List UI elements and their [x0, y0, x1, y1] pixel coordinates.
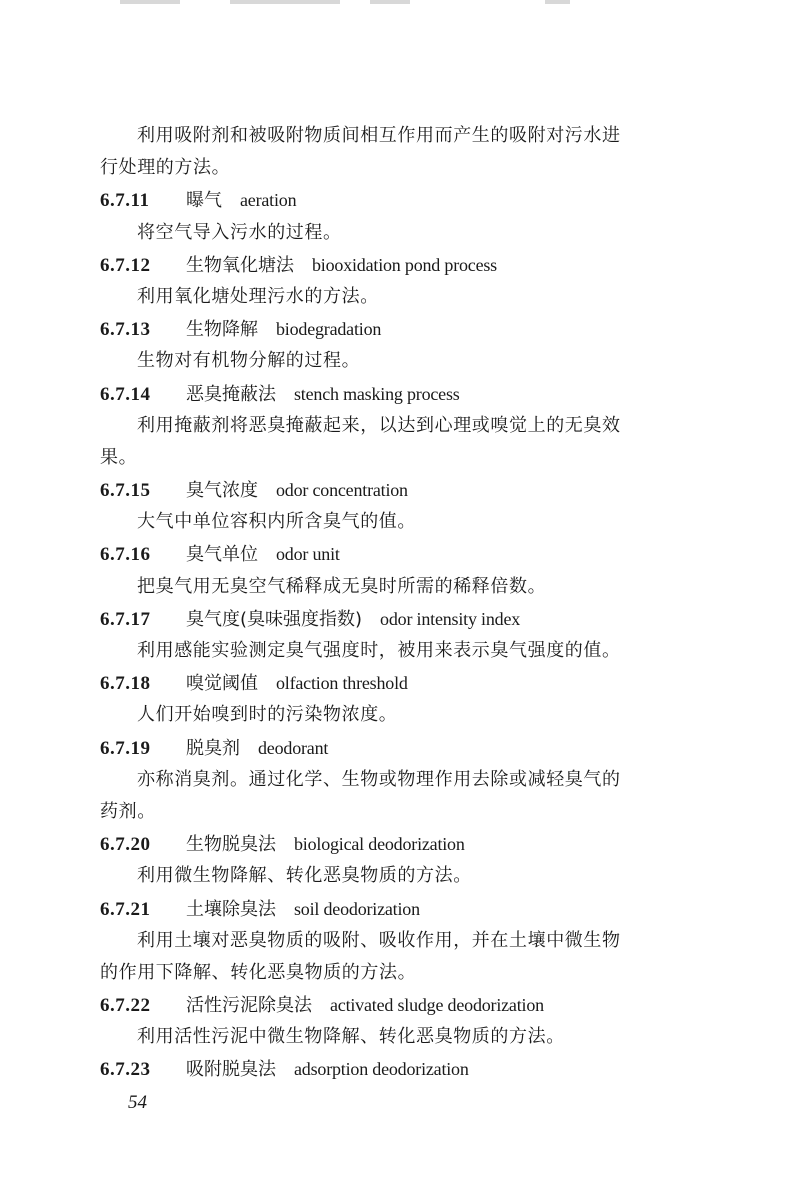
term-entry-heading — [100, 1053, 730, 1085]
term-entry-heading — [100, 667, 730, 699]
term-number: 6.7.18 — [100, 673, 151, 695]
term-english: olfaction threshold — [276, 673, 408, 694]
term-entry-heading — [100, 184, 730, 216]
term-chinese: 活性污泥除臭法 — [186, 995, 312, 1017]
term-chinese: 生物脱臭法 — [186, 834, 276, 856]
term-chinese: 脱臭剂 — [186, 737, 240, 759]
term-chinese: 臭气单位 — [186, 544, 258, 566]
term-number: 6.7.17 — [100, 608, 151, 630]
term-definition-line: 将空气导入污水的过程。 — [137, 221, 342, 243]
term-definition-line: 的作用下降解、转化恶臭物质的方法。 — [100, 961, 417, 983]
term-number: 6.7.20 — [100, 834, 151, 856]
term-entry-heading — [100, 538, 730, 570]
term-chinese: 恶臭掩蔽法 — [186, 383, 276, 405]
term-chinese: 臭气浓度 — [186, 480, 258, 502]
term-entry-heading — [100, 313, 730, 345]
term-english: stench masking process — [294, 383, 460, 404]
term-chinese: 曝气 — [186, 190, 222, 212]
term-definition-line: 大气中单位容积内所含臭气的值。 — [137, 511, 416, 533]
term-entry-heading — [100, 249, 730, 281]
term-definition-line: 果。 — [100, 446, 138, 468]
term-number: 6.7.22 — [100, 995, 151, 1017]
term-entry-heading — [100, 732, 730, 764]
term-definition-line: 生物对有机物分解的过程。 — [137, 350, 361, 372]
term-entry-heading — [100, 828, 730, 860]
term-chinese: 生物氧化塘法 — [186, 254, 294, 276]
term-number: 6.7.19 — [100, 737, 151, 759]
term-english: aeration — [240, 190, 297, 211]
term-definition-line: 利用活性污泥中微生物降解、转化恶臭物质的方法。 — [137, 1026, 565, 1048]
page-number: 54 — [128, 1092, 147, 1113]
term-english: biological deodorization — [294, 834, 465, 855]
term-chinese: 臭气度(臭味强度指数) — [186, 608, 363, 630]
term-english: activated sludge deodorization — [330, 995, 544, 1016]
continuation-line: 利用吸附剂和被吸附物质间相互作用而产生的吸附对污水进 — [137, 125, 621, 146]
term-entry-heading — [100, 474, 730, 506]
term-number: 6.7.11 — [100, 190, 150, 212]
term-definition-line: 利用氧化塘处理污水的方法。 — [137, 285, 379, 307]
term-definition-line: 利用掩蔽剂将恶臭掩蔽起来，以达到心理或嗅觉上的无臭效 — [137, 414, 621, 436]
term-entry-heading — [100, 603, 730, 635]
term-number: 6.7.23 — [100, 1059, 151, 1081]
term-english: biodegradation — [276, 319, 382, 340]
term-entry-heading — [100, 989, 730, 1021]
term-number: 6.7.13 — [100, 319, 151, 341]
term-definition-line: 药剂。 — [100, 800, 156, 822]
term-definition-line: 利用微生物降解、转化恶臭物质的方法。 — [137, 865, 472, 887]
term-definition-line: 利用感能实验测定臭气强度时，被用来表示臭气强度的值。 — [137, 640, 621, 661]
term-entry-heading — [100, 893, 730, 925]
term-english: biooxidation pond process — [312, 254, 497, 275]
term-number: 6.7.21 — [100, 898, 151, 920]
term-chinese: 吸附脱臭法 — [186, 1059, 276, 1081]
term-number: 6.7.15 — [100, 480, 151, 502]
continuation-line: 行处理的方法。 — [100, 157, 231, 179]
term-list — [100, 120, 730, 1086]
term-english: odor concentration — [276, 480, 408, 501]
term-number: 6.7.12 — [100, 254, 151, 276]
term-english: deodorant — [258, 737, 329, 758]
term-english: odor intensity index — [380, 608, 521, 629]
term-number: 6.7.16 — [100, 544, 151, 566]
term-english: soil deodorization — [294, 898, 420, 919]
term-chinese: 土壤除臭法 — [186, 898, 276, 920]
term-definition-line: 亦称消臭剂。通过化学、生物或物理作用去除或减轻臭气的 — [137, 768, 621, 790]
term-number: 6.7.14 — [100, 383, 151, 405]
term-english: adsorption deodorization — [294, 1059, 469, 1080]
term-entry-heading — [100, 378, 730, 410]
previous-page-bleed — [0, 0, 800, 6]
term-english: odor unit — [276, 544, 340, 565]
term-chinese: 嗅觉阈值 — [186, 673, 258, 695]
term-definition-line: 把臭气用无臭空气稀释成无臭时所需的稀释倍数。 — [137, 575, 547, 597]
term-definition-line: 人们开始嗅到时的污染物浓度。 — [137, 704, 398, 726]
document-page — [100, 120, 730, 1086]
term-chinese: 生物降解 — [186, 319, 258, 341]
term-definition-line: 利用土壤对恶臭物质的吸附、吸收作用，并在土壤中微生物 — [137, 929, 621, 951]
